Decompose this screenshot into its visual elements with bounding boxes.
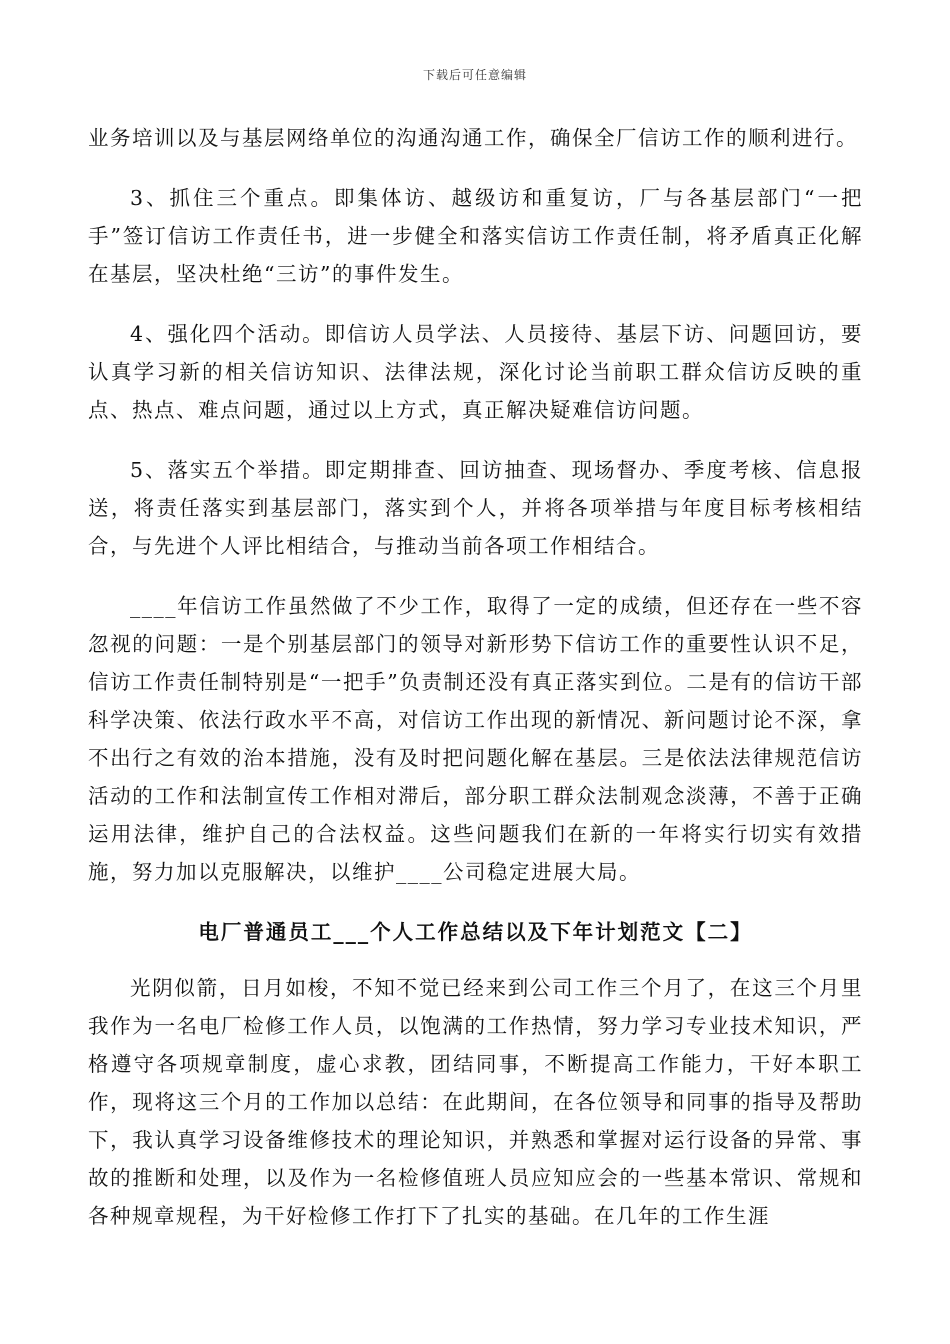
page-header: 下载后可任意编辑 bbox=[422, 68, 527, 82]
paragraph-issues-end: 公司稳定进展大局。 bbox=[443, 860, 641, 884]
section-title-start: 电厂普通员工 bbox=[198, 920, 334, 944]
paragraph-issues-text: ____年信访工作虽然做了不少工作，取得了一定的成绩，但还存在一些不容忽视的问题：一是个别基层部门的领导对新形势下信访工作的重要性认识不足，信访工作责任制特别是“一把手”负责制还没有真正落实到位。二是有的信访干部科学决策、依法行政水平不高，对信访工作出现的新情况、新问题讨论不深，拿不出行之有效的治本措施，没有及时把问题化解在基层。三是依法法律规范信访活动的工作和法制宣传工作相对滞后，部分职工群众法制观念淡薄，不善于正确运用法律，维护自己的合法权益。这些问题我们在新的一年将实行切实有效措施，努力加以克服解决，以维护 bbox=[88, 594, 863, 884]
section-title-end: 个人工作总结以及下年计划范文【二】 bbox=[370, 920, 753, 944]
document-body bbox=[88, 119, 863, 1257]
section-title-blank: ___ bbox=[333, 920, 371, 944]
paragraph-point-5: 5、落实五个举措。即定期排查、回访抽查、现场督办、季度考核、信息报送，将责任落实到基层部门，落实到个人，并将各项举措与年度目标考核相结合，与先进个人评比相结合，与推动当前各项工作相结合。 bbox=[88, 458, 863, 558]
paragraph-issues bbox=[88, 587, 863, 891]
paragraph-summary: 光阴似箭，日月如梭，不知不觉已经来到公司工作三个月了，在这三个月里我作为一名电厂检修工作人员，以饱满的工作热情，努力学习专业技术知识，严格遵守各项规章制度，虚心求教，团结同事，不断提高工作能力，干好本职工作，现将这三个月的工作加以总结：在此期间，在各位领导和同事的指导及帮助下，我认真学习设备维修技术的理论知识，并熟悉和掌握对运行设备的异常、事故的推断和处理，以及作为一名检修值班人员应知应会的一些基本常识、常规和各种规章规程，为干好检修工作打下了扎实的基础。在几年的工作生涯 bbox=[88, 976, 863, 1228]
paragraph-issues-blank: ____ bbox=[396, 860, 443, 884]
section-title bbox=[88, 913, 863, 951]
paragraph-point-3: 3、抓住三个重点。即集体访、越级访和重复访，厂与各基层部门“一把手”签订信访工作责任书，进一步健全和落实信访工作责任制，将矛盾真正化解在基层，坚决杜绝“三访”的事件发生。 bbox=[88, 186, 863, 286]
paragraph-point-4: 4、强化四个活动。即信访人员学法、人员接待、基层下访、问题回访，要认真学习新的相关信访知识、法律法规，深化讨论当前职工群众信访反映的重点、热点、难点问题，通过以上方式，真正解决疑难信访问题。 bbox=[88, 322, 863, 422]
paragraph-continuation: 业务培训以及与基层网络单位的沟通沟通工作，确保全厂信访工作的顺利进行。 bbox=[88, 126, 858, 150]
